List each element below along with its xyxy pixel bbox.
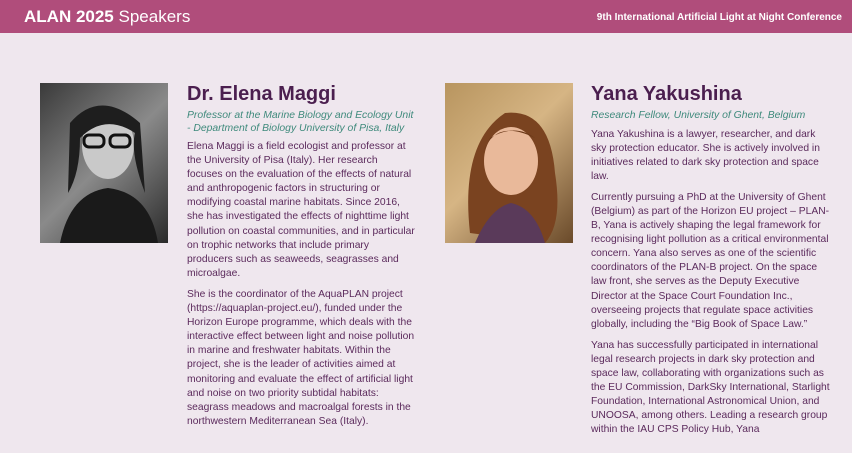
speaker-photo-yana-yakushina xyxy=(445,83,573,243)
brand-title xyxy=(24,7,190,27)
brand-light: Speakers xyxy=(118,7,191,26)
speaker-bio-paragraph: Elena Maggi is a field ecologist and professor at the University of Pisa (Italy). Her research focuses on the evaluation of the effects of natural and anthropogenic factors in structuring or modifying coastal marine habitats. Since 2016, she has investigated the effects of nighttime light pollution on coastal communities, and in particular on trophic networks that include primary producers such as seaweeds, seagrasses and microalgae. xyxy=(187,141,415,279)
speaker-role: Research Fellow, University of Ghent, Belgium xyxy=(591,110,806,121)
speaker-name: Dr. Elena Maggi xyxy=(187,83,336,105)
speaker-card-elena-maggi xyxy=(187,83,415,436)
speaker-photo-elena-maggi xyxy=(40,83,168,243)
speaker-card-yana-yakushina xyxy=(591,83,831,444)
speaker-bio-paragraph: She is the coordinator of the AquaPLAN project (https://aquaplan-project.eu/), funded under the Horizon Europe programme, which deals with the interactive effect between light and noise pollution in marine and freshwater habitats. Within the project, she is the leader of activities aimed at monitoring and evaluate the effect of artificial light and noise on two priority subtidal habitats: seagrass meadows and macroalgal forests in the northwestern Mediterranean Sea (Italy). xyxy=(187,288,415,427)
speaker-bio-paragraph: Yana has successfully participated in international legal research projects in dark sky protection and space law, collaborating with organizations such as the EU Commission, DarkSky International, Starlight Foundation, International Astronomical Union, and UNOOSA, among others. Leading a research group within the IAU CPS Policy Hub, Yana xyxy=(591,339,830,436)
speaker-name: Yana Yakushina xyxy=(591,83,742,105)
speaker-bio-paragraph: Currently pursuing a PhD at the University of Ghent (Belgium) as part of the Horizon EU project – PLAN-B, Yana is actively shaping the legal framework for recognising light pollution as a critical environmental concern. Yana also serves as one of the scientific coordinators of the PLAN-B project. On the space law front, she serves as the Deputy Executive Director at the Space Court Foundation Inc., overseeing projects that regulate space activities globally, including the “Big Book of Space Law.” xyxy=(591,191,830,330)
brand-bold: ALAN 2025 xyxy=(24,7,114,26)
speaker-role: Professor at the Marine Biology and Ecology Unit - Department of Biology University of Pisa, Italy xyxy=(187,110,414,134)
conference-name: 9th International Artificial Light at Night Conference xyxy=(596,12,842,23)
page-header xyxy=(0,0,852,33)
speaker-bio-paragraph: Yana Yakushina is a lawyer, researcher, and dark sky protection educator. She is actively involved in initiatives related to dark sky protection and space law. xyxy=(591,128,820,182)
